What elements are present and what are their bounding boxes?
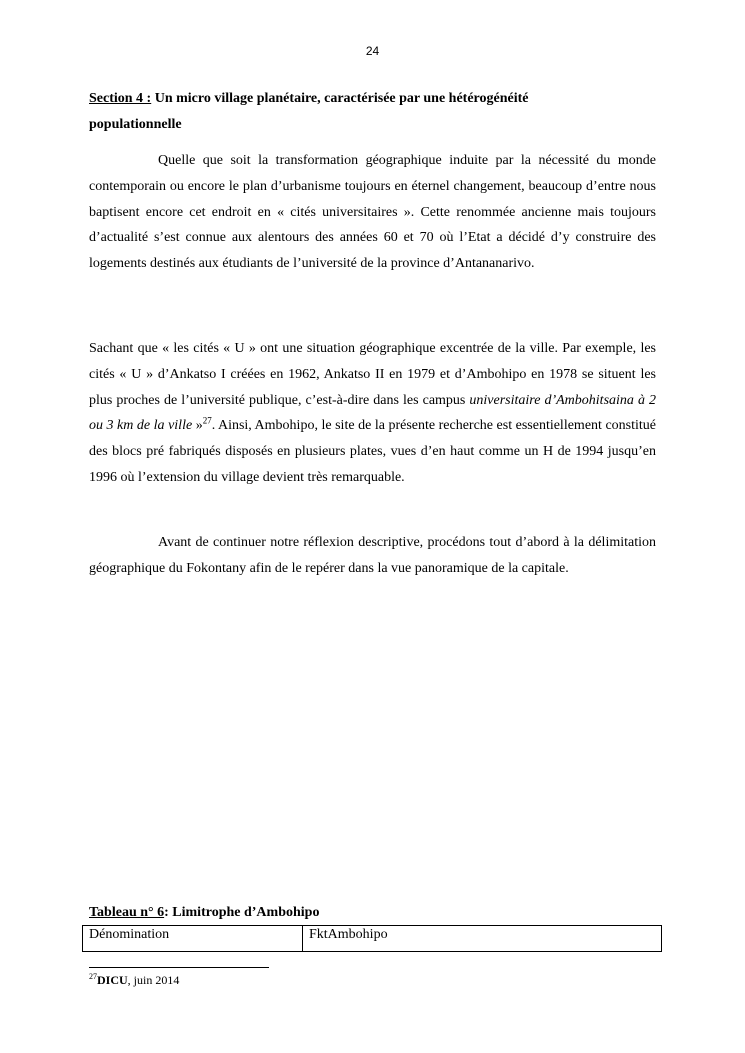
section-heading — [89, 86, 659, 138]
section-label: Section 4 : — [89, 91, 152, 106]
footnote-separator — [89, 967, 269, 968]
table-cell-value: FktAmbohipo — [303, 926, 662, 952]
section-title-line2: populationnelle — [89, 117, 182, 132]
paragraph-2 — [89, 336, 656, 491]
footnote-source: DICU — [97, 973, 128, 987]
section-title-line1: Un micro village planétaire, caractérisée par une hétérogénéité — [151, 91, 529, 106]
table-title: : Limitrophe d’Ambohipo — [164, 905, 320, 920]
paragraph-2-quote: universitaire d’Ambohitsaina à 2 ou 3 km de la ville — [89, 392, 656, 434]
paragraph-1: Quelle que soit la transformation géographique induite par la nécessité du monde contemporain ou encore le plan d’urbanisme toujours en éternel changement, beaucoup d’entre nous baptisent encore cet endroit en « cités universitaires ». Cette renommée ancienne mais toujours d’actualité s’est connue aux alentours des années 60 et 70 où l’Etat a décidé d’y construire des logements destinés aux étudiants de l’université de la province d’Antananarivo. — [89, 153, 656, 272]
footnote-number: 27 — [89, 972, 97, 981]
limitrophe-table — [82, 925, 662, 952]
footnote — [89, 973, 179, 988]
table-label: Tableau n° 6 — [89, 905, 165, 920]
paragraph-3: Avant de continuer notre réflexion descriptive, procédons tout d’abord à la délimitation géographique du Fokontany afin de le repérer dans la vue panoramique de la capitale. — [89, 535, 656, 576]
paragraph-2-start: Sachant que « les cités « U » ont une situation géographique excentrée de la ville. Par exemple, les cités « U » d’Ankatso I créées en 1962, Ankatso II en 1979 et d’Ambohipo en 1978 se situent les plus proches de l’université publique, c’est-à-dire dans les campus — [89, 341, 656, 408]
page-number: 24 — [365, 44, 380, 58]
footnote-reference[interactable]: 27 — [202, 415, 212, 426]
table-row — [83, 926, 662, 952]
footnote-text: , juin 2014 — [127, 973, 180, 987]
paragraph-2-close-quote: » — [192, 418, 203, 434]
table-caption — [89, 905, 319, 921]
table-cell-denomination: Dénomination — [83, 926, 303, 952]
paragraph-2-end: . Ainsi, Ambohipo, le site de la présente recherche est essentiellement constitué des blocs pré fabriqués disposés en plusieurs plates, vues d’en haut comme un H de 1994 jusqu’en 1996 où l’extension du village devient très remarquable. — [89, 418, 656, 485]
